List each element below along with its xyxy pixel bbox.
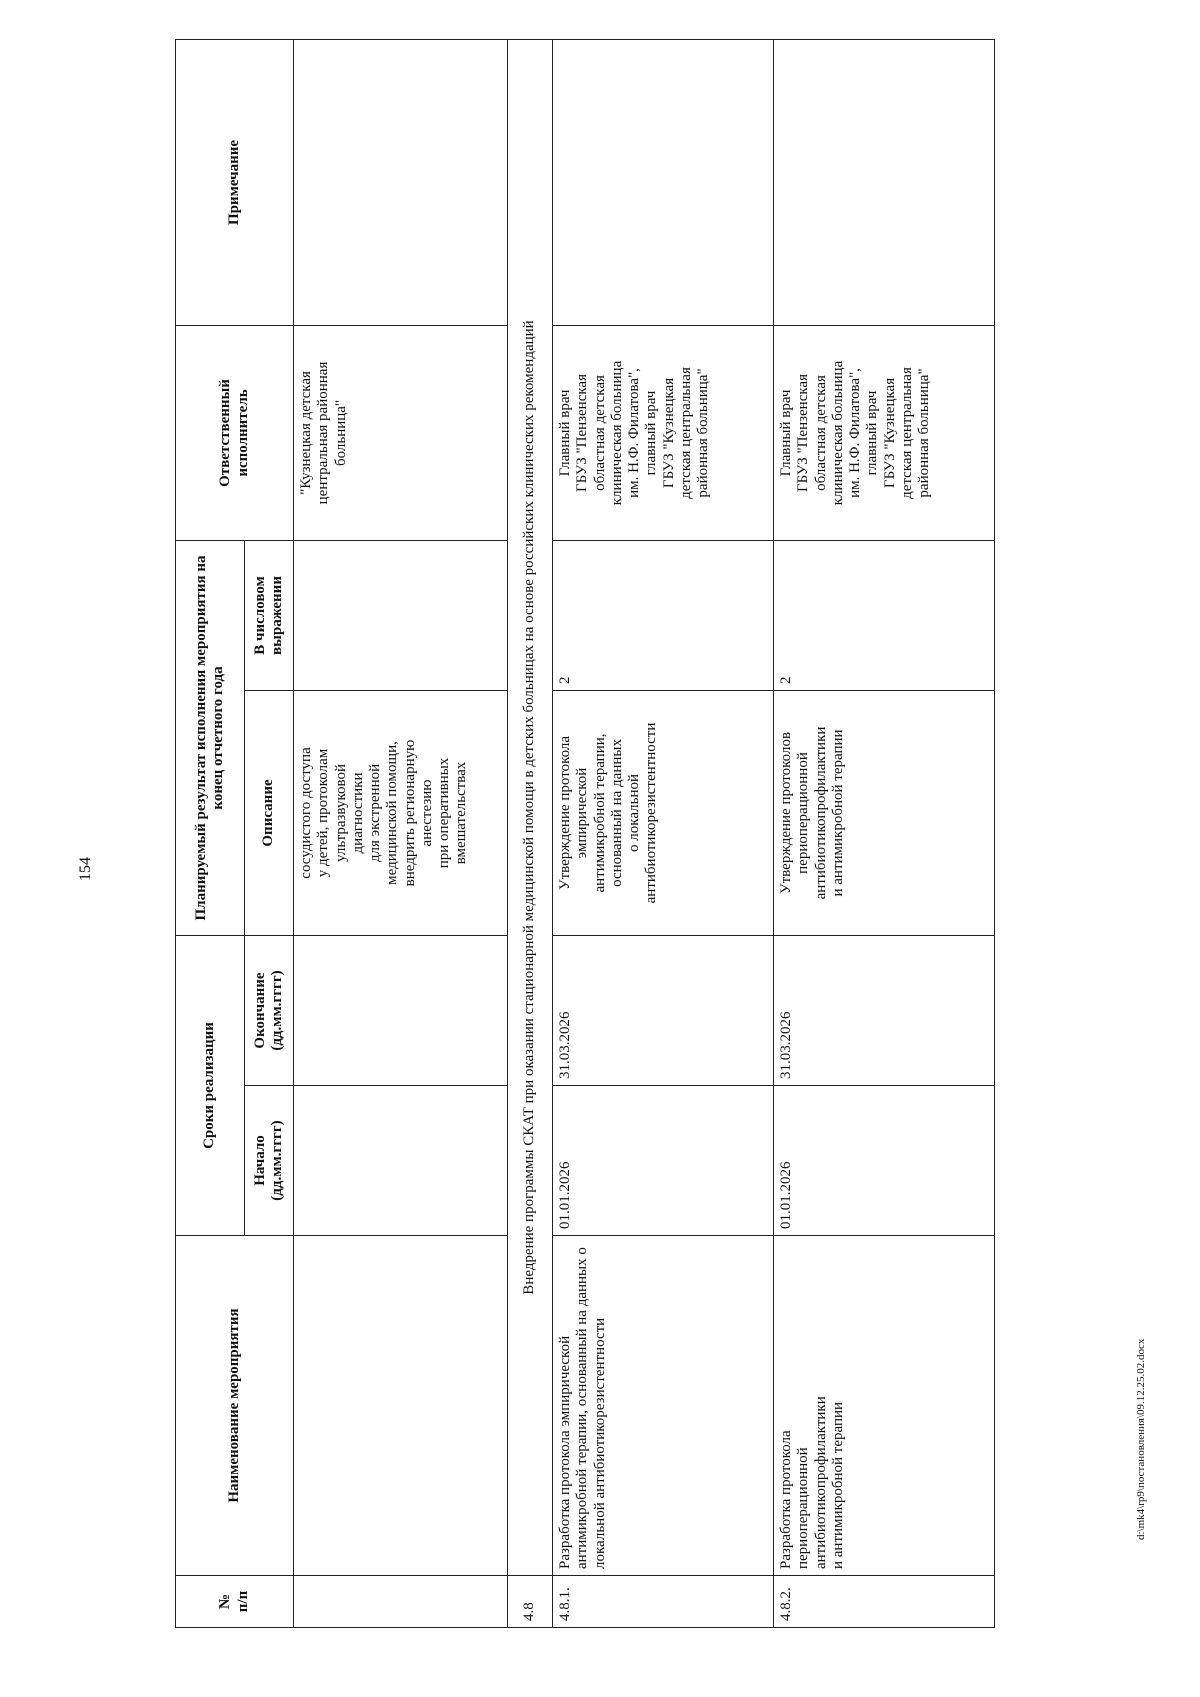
header-end: Окончание (дд.мм.гггг) [245,935,294,1085]
cell-numeric: 2 [774,540,995,690]
header-note: Примечание [176,39,294,325]
table-row [774,39,995,1627]
cell-num: 4.8.1. [553,1576,774,1628]
cell-note [774,39,995,325]
cell-name [294,1236,508,1576]
cell-note [294,39,508,325]
cell-num: 4.8.2. [774,1576,995,1628]
cell-numeric: 2 [553,540,774,690]
table-row [553,39,774,1627]
section-num: 4.8 [508,1576,553,1628]
cell-desc: сосудистого доступа у детей, протоколам ультразвуковой диагностики для экстренной медицинской помощи, внедрить регионарную анестезию при оперативных вмешательствах [294,690,508,935]
cell-name: Разработка протокола эмпирической антимикробной терапии, основанный на данных о локальной антибиотикорезистентности [553,1236,774,1576]
section-title: Внедрение программы СКАТ при оказании стационарной медицинской помощи в детских больницах на основе российских клинических рекомендаций [508,39,553,1575]
cell-note [553,39,774,325]
cell-num [294,1576,508,1628]
cell-end [294,935,508,1085]
cell-responsible: "Кузнецкая детская центральная районная больница" [294,325,508,540]
header-start: Начало (дд.мм.гггг) [245,1086,294,1236]
header-terms: Сроки реализации [176,935,245,1235]
section-row [508,39,553,1627]
header-name: Наименование мероприятия [176,1236,294,1576]
cell-end: 31.03.2026 [774,935,995,1085]
cell-start: 01.01.2026 [774,1086,995,1236]
cell-numeric [294,540,508,690]
header-numeric: В числовом выражении [245,540,294,690]
cell-responsible: Главный врач ГБУЗ "Пензенская областная детская клиническая больница им. Н.Ф. Филатова", главный врач ГБУЗ "Кузнецкая детская центральная районная больница" [553,325,774,540]
header-desc: Описание [245,690,294,935]
header-num: № п/п [176,1576,294,1628]
plan-table [175,39,995,1628]
header-row [176,39,245,1627]
header-planned: Планируемый результат исполнения мероприятия на конец отчетного года [176,540,245,935]
header-responsible: Ответственный исполнитель [176,325,294,540]
rotated-table-container [175,40,1200,1628]
cell-responsible: Главный врач ГБУЗ "Пензенская областная детская клиническая больница им. Н.Ф. Филатова", главный врач ГБУЗ "Кузнецкая детская центральная районная больница" [774,325,995,540]
cell-desc: Утверждение протоколов периоперационной антибиотикопрофилактики и антимикробной терапии [774,690,995,935]
cell-name: Разработка протокола периоперационной антибиотикопрофилактики и антимикробной терапии [774,1236,995,1576]
table-row [294,39,508,1627]
cell-end: 31.03.2026 [553,935,774,1085]
cell-start: 01.01.2026 [553,1086,774,1236]
cell-start [294,1086,508,1236]
cell-desc: Утверждение протокола эмпирической антимикробной терапии, основанный на данных о локальной антибиотикорезистентности [553,690,774,935]
page-number: 154 [77,857,94,881]
footer-file-path: d:\mk4\rp9\постановления\09.12.25.02.docx [1135,1338,1147,1540]
